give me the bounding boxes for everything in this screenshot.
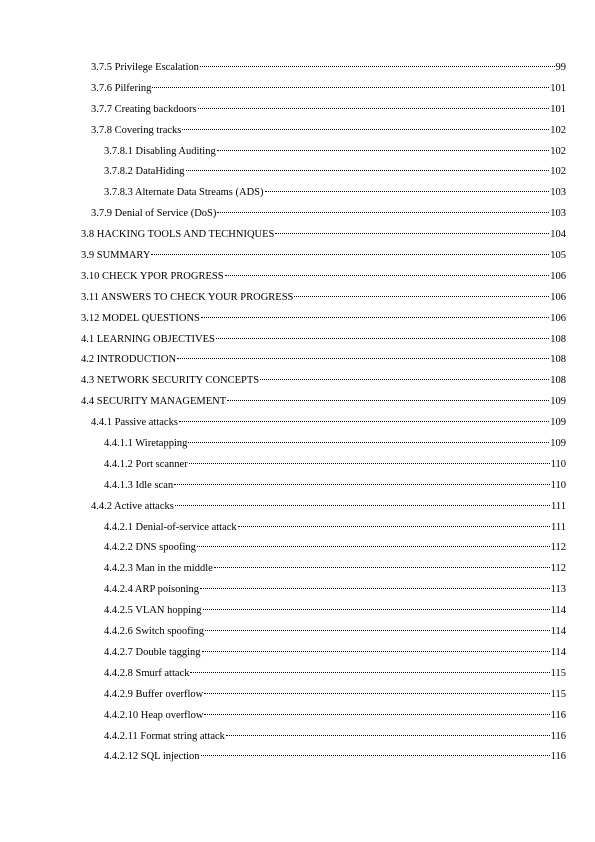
dot-leader (186, 170, 550, 171)
toc-entry-title: 4.4.2.8 Smurf attack (104, 667, 190, 679)
toc-entry-title: 4.4.2.6 Switch spoofing (104, 626, 205, 638)
toc-entry-page-number: 115 (550, 667, 566, 679)
toc-entry-title: 3.7.8 Covering tracks (91, 124, 182, 136)
toc-entry-page-number: 114 (550, 605, 566, 617)
toc-entry-title: 4.4.2.11 Format string attack (104, 730, 225, 742)
toc-entry-page-number: 108 (550, 354, 566, 366)
toc-entry[interactable] (0, 580, 595, 601)
toc-entry-title: 4.4.2.10 Heap overflow (104, 709, 204, 721)
toc-entry[interactable] (0, 747, 595, 768)
toc-entry-title: 3.8 HACKING TOOLS AND TECHNIQUES (81, 229, 275, 241)
toc-entry-title: 4.4.2.1 Denial-of-service attack (104, 521, 237, 533)
toc-entry[interactable] (0, 434, 595, 455)
dot-leader (204, 693, 549, 694)
toc-entry-title: 4.4.1.2 Port scanner (104, 458, 188, 470)
dot-leader (260, 379, 549, 380)
toc-entry[interactable] (0, 267, 595, 288)
dot-leader (265, 191, 550, 192)
toc-entry[interactable] (0, 706, 595, 727)
toc-entry-title: 3.7.8.2 DataHiding (104, 166, 185, 178)
toc-entry[interactable] (0, 58, 595, 79)
toc-entry[interactable] (0, 162, 595, 183)
toc-entry-page-number: 102 (550, 124, 566, 136)
toc-entry[interactable] (0, 183, 595, 204)
dot-leader (214, 567, 550, 568)
toc-entry-title: 4.4.1.3 Idle scan (104, 479, 174, 491)
dot-leader (197, 546, 550, 547)
toc-entry-page-number: 105 (550, 250, 566, 262)
dot-leader (188, 442, 549, 443)
dot-leader (200, 588, 550, 589)
toc-entry-page-number: 116 (550, 709, 566, 721)
dot-leader (217, 150, 550, 151)
toc-entry[interactable] (0, 121, 595, 142)
toc-entry-title: 4.4.2.3 Man in the middle (104, 563, 213, 575)
dot-leader (216, 338, 549, 339)
dot-leader (226, 735, 550, 736)
toc-entry-title: 4.4.2.7 Double tagging (104, 646, 201, 658)
dot-leader (190, 672, 549, 673)
toc-entry-title: 4.4.2.12 SQL injection (104, 751, 200, 763)
toc-entry[interactable] (0, 204, 595, 225)
toc-entry-page-number: 116 (550, 730, 566, 742)
dot-leader (182, 129, 549, 130)
toc-entry-title: 3.10 CHECK YPOR PROGRESS (81, 270, 224, 282)
toc-entry-page-number: 106 (550, 291, 566, 303)
toc-entry-page-number: 110 (550, 479, 566, 491)
toc-entry-page-number: 114 (550, 646, 566, 658)
dot-leader (217, 212, 549, 213)
dot-leader (179, 421, 549, 422)
dot-leader (294, 296, 549, 297)
toc-entry-page-number: 111 (551, 521, 566, 533)
toc-entry-page-number: 99 (555, 62, 566, 73)
toc-entry-title: 3.7.9 Denial of Service (DoS) (91, 208, 217, 220)
toc-entry-page-number: 102 (550, 166, 566, 178)
toc-entry-title: 4.4.2.9 Buffer overflow (104, 688, 204, 700)
toc-entry-title: 3.11 ANSWERS TO CHECK YOUR PROGRESS (81, 291, 294, 303)
toc-entry-title: 4.4.2.4 ARP poisoning (104, 584, 200, 596)
toc-entry-page-number: 113 (550, 584, 566, 596)
toc-entry[interactable] (0, 309, 595, 330)
toc-entry-title: 3.7.5 Privilege Escalation (91, 62, 199, 73)
dot-leader (151, 254, 549, 255)
toc-entry[interactable] (0, 664, 595, 685)
toc-entry-title: 3.12 MODEL QUESTIONS (81, 312, 200, 324)
toc-entry[interactable] (0, 79, 595, 100)
toc-entry-page-number: 109 (550, 396, 566, 408)
toc-entry-title: 3.9 SUMMARY (81, 250, 151, 262)
toc-entry-page-number: 114 (550, 626, 566, 638)
toc-entry[interactable] (0, 727, 595, 748)
dot-leader (189, 463, 550, 464)
toc-entry-title: 4.2 INTRODUCTION (81, 354, 177, 366)
dot-leader (204, 714, 549, 715)
dot-leader (238, 526, 550, 527)
dot-leader (205, 630, 550, 631)
toc-entry-page-number: 116 (550, 751, 566, 763)
toc-entry[interactable] (0, 643, 595, 664)
dot-leader (201, 755, 550, 756)
toc-entry-page-number: 101 (550, 103, 566, 115)
dot-leader (275, 233, 549, 234)
toc-entry[interactable] (0, 538, 595, 559)
dot-leader (200, 66, 555, 67)
toc-entry-page-number: 101 (550, 82, 566, 94)
toc-entry-page-number: 109 (550, 417, 566, 429)
toc-entry[interactable] (0, 455, 595, 476)
toc-entry-title: 4.4.2.5 VLAN hopping (104, 605, 202, 617)
toc-entry-title: 3.7.7 Creating backdoors (91, 103, 197, 115)
table-of-contents (0, 58, 595, 768)
dot-leader (152, 87, 549, 88)
toc-entry[interactable] (0, 371, 595, 392)
toc-entry[interactable] (0, 497, 595, 518)
toc-entry[interactable] (0, 685, 595, 706)
toc-entry[interactable] (0, 142, 595, 163)
toc-entry[interactable] (0, 476, 595, 497)
dot-leader (202, 651, 550, 652)
toc-entry[interactable] (0, 350, 595, 371)
toc-entry-page-number: 115 (550, 688, 566, 700)
toc-entry-page-number: 109 (550, 438, 566, 450)
toc-entry-page-number: 111 (551, 500, 566, 512)
toc-entry[interactable] (0, 246, 595, 267)
toc-entry[interactable] (0, 392, 595, 413)
toc-entry[interactable] (0, 225, 595, 246)
toc-entry-page-number: 112 (550, 563, 566, 575)
dot-leader (225, 275, 550, 276)
toc-entry-title: 3.7.6 Pilfering (91, 82, 152, 94)
dot-leader (177, 358, 549, 359)
toc-entry-page-number: 112 (550, 542, 566, 554)
toc-entry-page-number: 108 (550, 375, 566, 387)
toc-entry[interactable] (0, 559, 595, 580)
toc-entry-title: 4.4.1.1 Wiretapping (104, 438, 188, 450)
toc-entry-title: 3.7.8.3 Alternate Data Streams (ADS) (104, 187, 264, 199)
dot-leader (201, 317, 549, 318)
toc-entry-title: 4.4.1 Passive attacks (91, 417, 178, 429)
toc-entry[interactable] (0, 100, 595, 121)
toc-entry-title: 4.1 LEARNING OBJECTIVES (81, 333, 215, 345)
toc-entry-title: 4.3 NETWORK SECURITY CONCEPTS (81, 375, 260, 387)
toc-entry[interactable] (0, 413, 595, 434)
toc-entry-page-number: 110 (550, 458, 566, 470)
toc-entry-page-number: 106 (550, 270, 566, 282)
toc-entry-title: 3.7.8.1 Disabling Auditing (104, 145, 216, 157)
toc-entry-title: 4.4 SECURITY MANAGEMENT (81, 396, 227, 408)
toc-entry[interactable] (0, 330, 595, 351)
toc-entry-page-number: 102 (550, 145, 566, 157)
toc-entry-page-number: 106 (550, 312, 566, 324)
toc-entry-title: 4.4.2.2 DNS spoofing (104, 542, 196, 554)
toc-entry[interactable] (0, 622, 595, 643)
dot-leader (174, 484, 550, 485)
dot-leader (203, 609, 550, 610)
toc-entry-title: 4.4.2 Active attacks (91, 500, 174, 512)
toc-entry-page-number: 104 (550, 229, 566, 241)
toc-entry-page-number: 103 (550, 187, 566, 199)
toc-entry-page-number: 108 (550, 333, 566, 345)
dot-leader (227, 400, 549, 401)
toc-entry[interactable] (0, 601, 595, 622)
dot-leader (198, 108, 550, 109)
dot-leader (175, 505, 550, 506)
toc-entry[interactable] (0, 288, 595, 309)
toc-entry[interactable] (0, 518, 595, 539)
toc-entry-page-number: 103 (550, 208, 566, 220)
